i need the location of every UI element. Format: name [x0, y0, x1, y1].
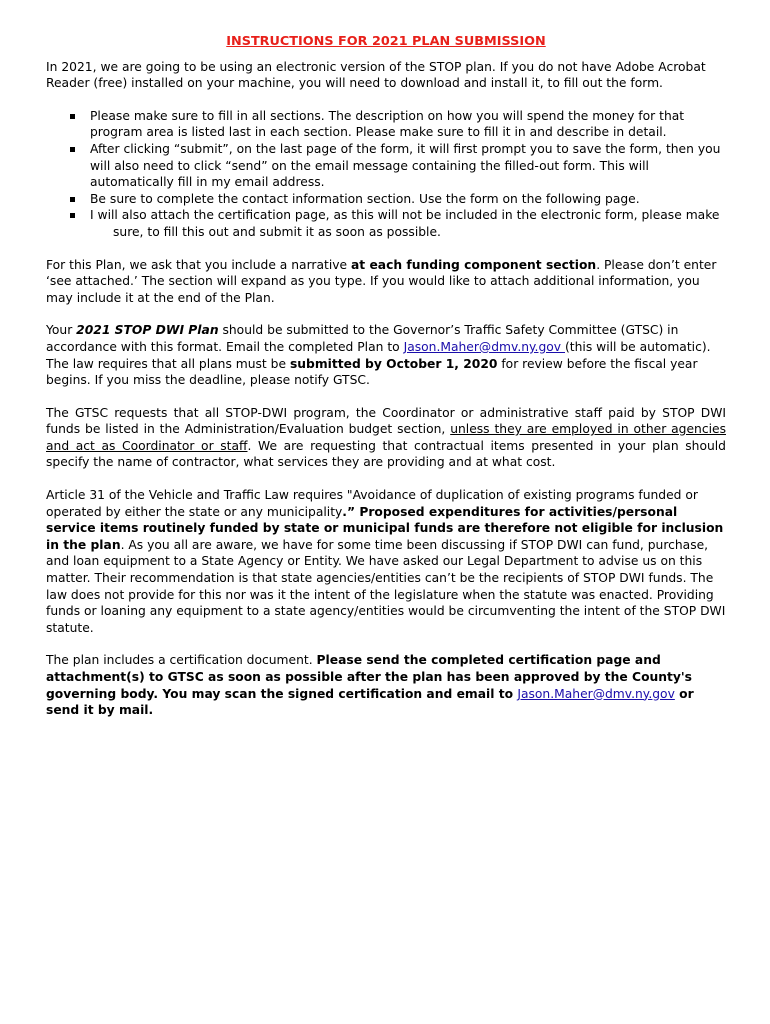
- email-link[interactable]: Jason.Maher@dmv.ny.gov: [517, 686, 675, 701]
- bullet-square-icon: [70, 197, 75, 202]
- list-item-text: Be sure to complete the contact information section. Use the form on the following page.: [90, 191, 640, 206]
- bullet-square-icon: [70, 147, 75, 152]
- submission-paragraph: Your 2021 STOP DWI Plan should be submitted to the Governor’s Traffic Safety Committee (GTSC) in accordance with this format. Email the completed Plan to Jason.Maher@dmv.ny.gov (this will be automatic). The law requires that all plans must be submitted by October 1, 2020 for review before the fiscal year begins. If you miss the deadline, please notify GTSC.: [46, 323, 711, 388]
- article-paragraph: Article 31 of the Vehicle and Traffic Law requires "Avoidance of duplication of existing programs funded or operated by either the state or any municipality.” Proposed expenditures for activities/personal service items routinely funded by state or municipal funds are therefore not eligible for inclusion in the plan. As you all are aware, we have for some time been discussing if STOP DWI can fund, purchase, and loan equipment to a State Agency or Entity. We have asked our Legal Department to advise us on this matter. Their recommendation is that state agencies/entities can’t be the recipients of STOP DWI funds. The law does not provide for this nor was it the intent of the legislature when the statute was enacted. Providing funds or loaning any equipment to a state agency/entities would be circumventing the intent of the STOP DWI statute.: [46, 488, 726, 635]
- list-item-text-continued: sure, to fill this out and submit it as soon as possible.: [113, 224, 441, 239]
- list-item: [46, 141, 726, 191]
- instruction-list: [46, 108, 726, 241]
- intro-paragraph: In 2021, we are going to be using an electronic version of the STOP plan. If you do not have Adobe Acrobat Reader (free) installed on your machine, you will need to download and install it, to fill out the form.: [46, 59, 706, 91]
- list-item-text: I will also attach the certification page, as this will not be included in the electronic form, please make: [90, 208, 720, 223]
- gtsc-paragraph: The GTSC requests that all STOP-DWI program, the Coordinator or administrative staff paid by STOP DWI funds be listed in the Administration/Evaluation budget section, unless they are employed in other agencies and act as Coordinator or staff. We are requesting that contractual items presented in your plan should specify the name of contractor, what services they are providing and at what cost.: [46, 405, 726, 470]
- narrative-paragraph: For this Plan, we ask that you include a narrative at each funding component section. Please don’t enter ‘see attached.’ The section will expand as you type. If you would like to attach additional information, you may include it at the end of the Plan.: [46, 257, 717, 305]
- certification-paragraph: The plan includes a certification document. Please send the completed certification page and attachment(s) to GTSC as soon as possible after the plan has been approved by the County's governing body. You may scan the signed certification and email to Jason.Maher@dmv.ny.gov or send it by mail.: [46, 653, 694, 718]
- list-item: [46, 191, 726, 208]
- list-item-text: Please make sure to fill in all sections. The description on how you will spend the money for that program area is listed last in each section. Please make sure to fill it in and describe in detail.: [90, 108, 685, 140]
- list-item: [46, 108, 726, 141]
- email-link[interactable]: Jason.Maher@dmv.ny.gov: [403, 339, 565, 354]
- bullet-square-icon: [70, 213, 75, 218]
- list-item: [46, 207, 726, 240]
- document-page: [46, 34, 726, 735]
- page-title: INSTRUCTIONS FOR 2021 PLAN SUBMISSION: [226, 34, 546, 49]
- list-item-text: After clicking “submit”, on the last page of the form, it will first prompt you to save the form, then you will also need to click “send” on the email message containing the filled-out form. This will automatically fill in my email address.: [90, 141, 721, 190]
- bullet-square-icon: [70, 114, 75, 119]
